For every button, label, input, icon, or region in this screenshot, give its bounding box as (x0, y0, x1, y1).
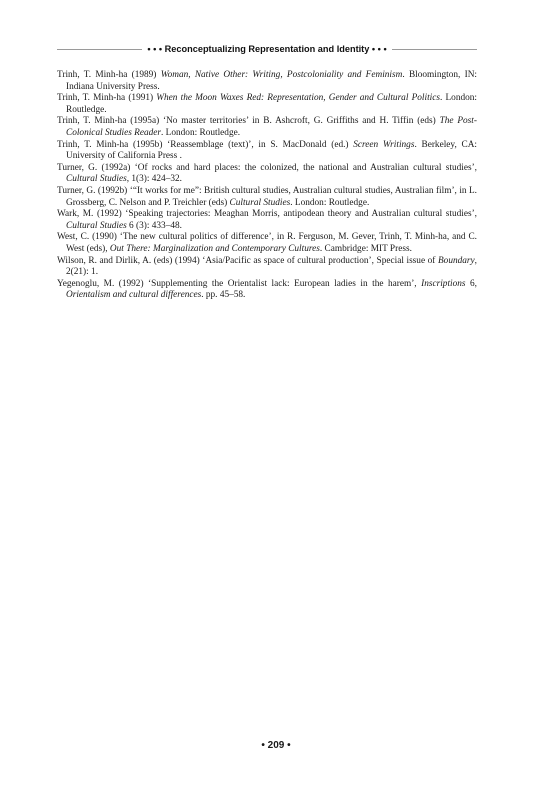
reference-text: Trinh, T. Minh-ha (1991) (57, 93, 157, 104)
reference-title-italic: The Post-Colonical Studies Reader (66, 116, 477, 138)
reference-entry (57, 93, 477, 116)
reference-text: Trinh, T. Minh-ha (1989) (57, 70, 161, 80)
reference-entry (57, 256, 477, 279)
reference-title-italic: Cultural Studies (229, 197, 291, 208)
reference-title-italic: Cultural Studies (66, 174, 127, 185)
reference-text: . pp. 45–58. (201, 290, 246, 301)
reference-text: Wilson, R. and Dirlik, A. (eds) (1994) ‘Asia/Pacific as space of cultural production’, Special issue of (57, 255, 438, 266)
running-header-title: • • • Reconceptualizing Representation and Identity • • • (147, 44, 387, 54)
reference-title-italic: When the Moon Waxes Red: Representation, Gender and Cultural Politics (156, 93, 440, 104)
header-rule-left (57, 49, 142, 50)
reference-text: Yegenoglu, M. (1992) ‘Supplementing the Orientalist lack: European ladies in the harem’, (57, 278, 422, 289)
reference-text: 6 (3): 433–48. (126, 220, 182, 231)
reference-text: . London: Routledge. (66, 93, 477, 115)
reference-text: Trinh, T. Minh-ha (1995a) ‘No master territories’ in B. Ashcroft, G. Griffiths and H. Tiffin (eds) (57, 116, 440, 127)
reference-entry (57, 209, 477, 232)
reference-title-italic: Orientalism and cultural differences (66, 290, 202, 301)
reference-text: , 1(3): 424–32. (126, 174, 182, 185)
reference-entry (57, 232, 477, 255)
page-number: • 209 • (261, 740, 291, 751)
header-rule-right (392, 49, 477, 50)
reference-title-italic: Out There: Marginalization and Contemporary Cultures (109, 243, 320, 254)
reference-text: , 2(21): 1. (66, 255, 477, 278)
reference-entry (57, 279, 477, 302)
reference-text: . Cambridge: MIT Press. (319, 243, 412, 254)
reference-text: . London: Routledge. (290, 197, 370, 208)
reference-entry (57, 186, 477, 209)
reference-text: . Bloomington, IN: Indiana University Press. (66, 70, 478, 92)
reference-text: Trinh, T. Minh-ha (1995b) ‘Reassemblage (text)’, in S. MacDonald (ed.) (57, 139, 354, 150)
reference-entry (57, 163, 477, 186)
reference-entry (57, 116, 477, 139)
reference-text: 6, (465, 278, 477, 289)
reference-text: . Berkeley, CA: University of California Press . (66, 139, 478, 162)
reference-entry (57, 140, 477, 163)
reference-title-italic: Woman, Native Other: Writing, Postcoloniality and Feminism (160, 70, 403, 80)
reference-text: Turner, G. (1992a) ‘Of rocks and hard places: the colonized, the national and Australian cultural studies’, (57, 162, 477, 173)
reference-title-italic: Inscriptions (421, 278, 466, 289)
reference-entry (57, 70, 477, 93)
reference-text: . London: Routledge. (161, 127, 241, 138)
reference-title-italic: Screen Writings (353, 139, 415, 150)
running-header (57, 42, 477, 56)
reference-text: Turner, G. (1992b) ‘“It works for me”: British cultural studies, Australian cultural studies, Australian film’, in L. Grossberg, C. Nelson and P. Treichler (eds) (57, 185, 477, 208)
reference-list (57, 70, 477, 302)
reference-title-italic: Cultural Studies (66, 220, 127, 231)
reference-text: West, C. (1990) ‘The new cultural politics of difference’, in R. Ferguson, M. Gever, Trinh, T. Minh-ha, and C. West (eds), (57, 232, 477, 254)
reference-text: Wark, M. (1992) ‘Speaking trajectories: Meaghan Morris, antipodean theory and Australian cultural studies’, (57, 209, 477, 220)
reference-title-italic: Boundary (438, 255, 475, 266)
